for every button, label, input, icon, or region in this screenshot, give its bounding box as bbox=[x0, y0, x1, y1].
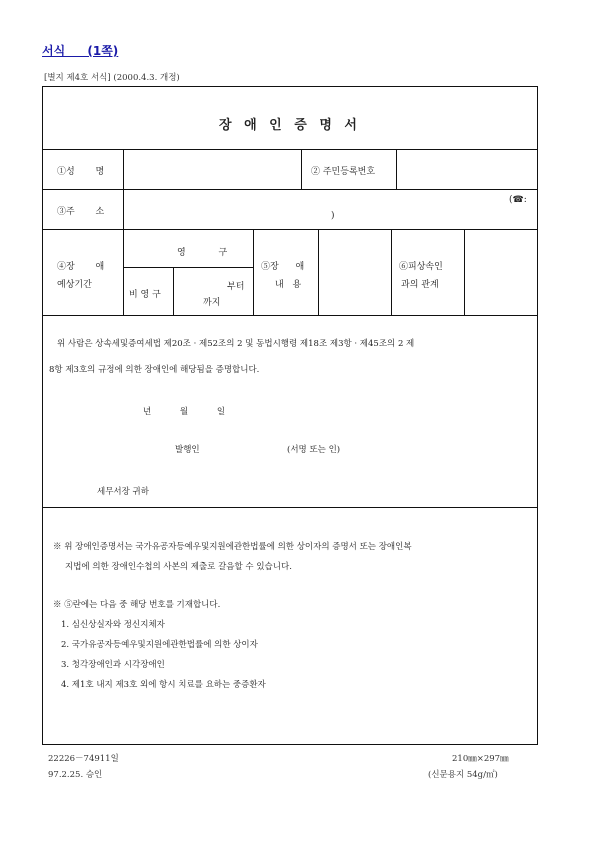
grid-line bbox=[173, 267, 174, 315]
grid-line bbox=[123, 267, 253, 268]
note-2-item: 2. 국가유공자등예우및지원에관한법률에 의한 상이자 bbox=[61, 640, 258, 650]
until-label: 까지 bbox=[203, 298, 221, 308]
name-field[interactable] bbox=[125, 151, 299, 187]
recipient-label: 세무서장 귀하 bbox=[97, 487, 149, 497]
phone-label-open: (☎: bbox=[509, 195, 527, 205]
form-header-link[interactable]: 서식 (1쪽) bbox=[42, 44, 119, 58]
resident-number-label: ② 주민등록번호 bbox=[311, 167, 376, 177]
date-line: 년 월 일 bbox=[143, 407, 226, 417]
relation-label-line1: ⑥피상속인 bbox=[399, 262, 443, 272]
certificate-form bbox=[42, 86, 538, 745]
disability-content-field[interactable] bbox=[320, 231, 389, 313]
grid-line bbox=[43, 229, 537, 230]
note-2-item: 1. 심신상실자와 정신지체자 bbox=[61, 620, 165, 630]
grid-line bbox=[301, 149, 302, 189]
grid-line bbox=[253, 229, 254, 315]
form-code: 22226－74911일 bbox=[48, 754, 119, 764]
grid-line bbox=[43, 315, 537, 316]
grid-line bbox=[43, 189, 537, 190]
from-label: 부터 bbox=[227, 282, 245, 292]
form-title: 장 애 인 증 명 서 bbox=[219, 118, 361, 133]
phone-label-close: ) bbox=[331, 211, 335, 221]
content-label-line1: ⑤장 애 bbox=[261, 262, 305, 272]
grid-line bbox=[391, 229, 392, 315]
content-label-line2: 내 용 bbox=[275, 280, 302, 290]
grid-line bbox=[43, 149, 537, 150]
approval-date: 97.2.25. 승인 bbox=[48, 770, 103, 780]
grid-line bbox=[318, 229, 319, 315]
note-2-item: 3. 청각장애인과 시각장애인 bbox=[61, 660, 165, 670]
period-label-line2: 예상기간 bbox=[57, 280, 92, 290]
grid-line bbox=[396, 149, 397, 189]
address-field[interactable] bbox=[125, 191, 535, 227]
permanent-option[interactable]: 영 구 bbox=[177, 248, 228, 258]
relation-field[interactable] bbox=[466, 231, 535, 313]
note-2-item: 4. 제1호 내지 제3호 외에 항시 치료를 요하는 중증환자 bbox=[61, 680, 266, 690]
form-reference: [별지 제4호 서식] (2000.4.3. 개정) bbox=[44, 73, 180, 83]
grid-line bbox=[464, 229, 465, 315]
note-2-title: ※ ⑤란에는 다음 중 해당 번호를 기재합니다. bbox=[53, 600, 221, 610]
note-1-line-1: ※ 위 장애인증명서는 국가유공자등예우및지원에관한법률에 의한 상이자의 증명서 또는 장애인복 bbox=[53, 542, 412, 552]
period-label-line1: ④장 애 bbox=[57, 262, 105, 272]
grid-line bbox=[43, 507, 537, 508]
signature-label: (서명 또는 인) bbox=[287, 445, 341, 455]
statement-line-1: 위 사람은 상속세및증여세법 제20조 · 제52조의 2 및 동법시행령 제18조 제3항 · 제45조의 2 제 bbox=[57, 339, 415, 349]
issuer-label: 발행인 bbox=[175, 445, 200, 455]
relation-label-line2: 과의 관계 bbox=[401, 280, 439, 290]
resident-number-field[interactable] bbox=[398, 151, 534, 187]
non-permanent-option[interactable]: 비 영 구 bbox=[129, 290, 161, 300]
name-label: ①성 명 bbox=[57, 167, 105, 177]
address-label: ③주 소 bbox=[57, 207, 105, 217]
note-1-line-2: 지법에 의한 장애인수첩의 사본의 제출로 갈음할 수 있습니다. bbox=[65, 562, 292, 572]
paper-type: (신문용지 54g/㎡) bbox=[428, 770, 498, 780]
statement-line-2: 8항 제3호의 규정에 의한 장애인에 해당됨을 증명합니다. bbox=[49, 365, 260, 375]
paper-size: 210㎜×297㎜ bbox=[452, 754, 509, 764]
grid-line bbox=[123, 149, 124, 315]
